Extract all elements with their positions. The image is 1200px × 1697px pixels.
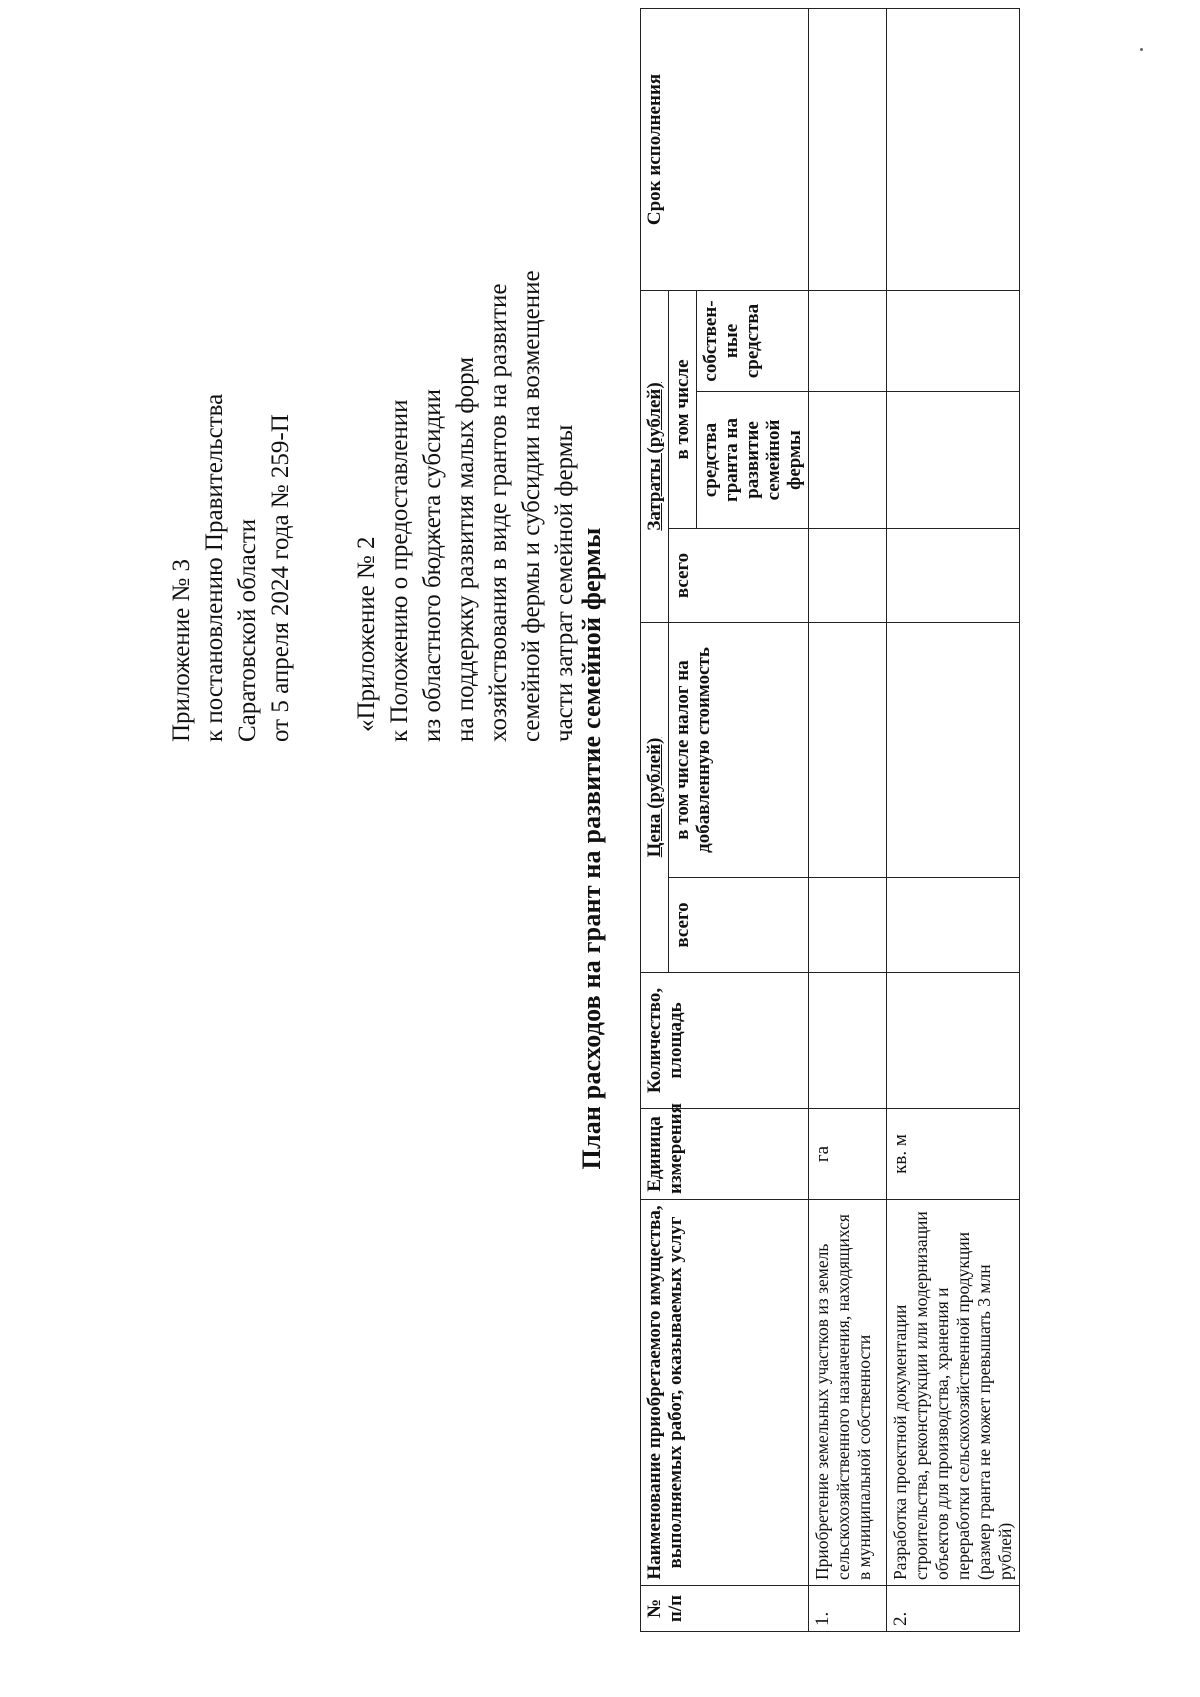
header-name: Наименование приобретаемого имущества, выполняемых работ, оказываемых услуг [641, 1200, 809, 1586]
header-costs [641, 290, 669, 622]
document-title: План расходов на грант на развитие семейной фермы [577, 527, 606, 1170]
header-costs-grant: средства гранта на развитие семейной фермы [697, 391, 809, 528]
appendix-line: от 5 апреля 2024 года № 259-П [267, 414, 294, 742]
header-unit: Единица измерения [641, 1109, 809, 1200]
cell-name: Приобретение земельных участков из земель сельскохозяйственного назначения, находящихся в муниципальной собственности [809, 1200, 887, 1586]
regulation-line: «Приложение № 2 [353, 536, 380, 732]
regulation-line: к Положению о предоставлении [386, 399, 413, 742]
table-header-row [641, 8, 669, 1631]
table-row [887, 8, 1020, 1631]
appendix-line: к постановлению Правительства [201, 393, 228, 742]
appendix-line: Приложение № 3 [168, 558, 195, 742]
header-deadline: Срок исполнения [641, 8, 809, 290]
cell-num: 1. [809, 1586, 887, 1632]
cell-unit: га [809, 1109, 887, 1200]
header-costs-own: собствен-ные средства [697, 290, 809, 391]
regulation-appendix-header [350, 270, 581, 742]
cell-name: Разработка проектной документации строительства, реконструкции или модернизации объектов для производства, хранения и переработки сельскохозяйственной продукции (размер гранта не может превышать 3 млн рублей) [887, 1200, 1020, 1586]
cell-deadline [809, 8, 887, 290]
header-price-label: Цена (рублей) [644, 737, 665, 858]
cell-price-total [887, 878, 1020, 973]
header-quantity: Количество, площадь [641, 973, 809, 1109]
expense-plan-table [640, 8, 1020, 1632]
regulation-line: на поддержку развития малых форм [452, 356, 479, 742]
cell-price-vat [809, 622, 887, 877]
cell-deadline [887, 8, 1020, 290]
header-costs-including: в том числе [669, 290, 697, 528]
cell-price-vat [887, 622, 1020, 877]
header-price [641, 622, 669, 972]
header-costs-total: всего [669, 528, 809, 622]
cell-unit: кв. м [887, 1109, 1020, 1200]
regulation-line: хозяйствования в виде грантов на развитие [485, 283, 512, 742]
cell-num: 2. [887, 1586, 1020, 1632]
header-costs-label: Затраты (рублей) [644, 382, 665, 531]
appendix-header [165, 394, 297, 742]
cell-costs-total [887, 528, 1020, 622]
cell-costs-own [809, 290, 887, 391]
cell-costs-total [809, 528, 887, 622]
cell-quantity [809, 973, 887, 1109]
cell-price-total [809, 878, 887, 973]
cell-costs-own [887, 290, 1020, 391]
appendix-line: Саратовской области [234, 518, 261, 742]
header-price-vat: в том числе налог на добавленную стоимость [669, 622, 809, 877]
regulation-line: семейной фермы и субсидии на возмещение [518, 270, 545, 742]
cell-costs-grant [887, 391, 1020, 528]
header-num: № п/п [641, 1586, 809, 1632]
table-row [809, 8, 887, 1631]
cell-costs-grant [809, 391, 887, 528]
cell-quantity [887, 973, 1020, 1109]
regulation-line: части затрат семейной фермы [551, 424, 578, 742]
header-price-total: всего [669, 878, 809, 973]
regulation-line: из областного бюджета субсидии [419, 388, 446, 742]
scan-speck [1140, 48, 1143, 51]
